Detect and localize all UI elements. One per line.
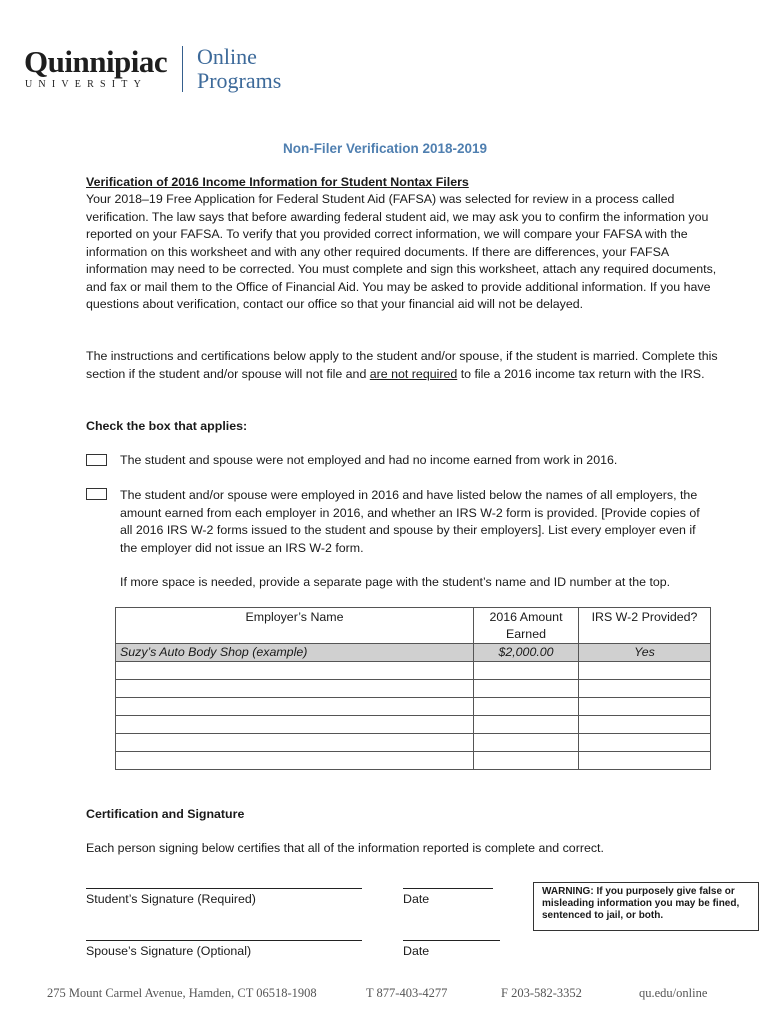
logo-divider [182,46,183,92]
checkbox-no-income[interactable] [86,454,107,466]
student-signature-line[interactable] [86,888,362,889]
col-employer-name: Employer’s Name [116,608,474,644]
instructions-part1: The instructions and certifications below apply to the student and/or spouse, if the student is married. Complete this section if the student and/or spouse will not file and [86,349,718,381]
student-signature-label: Student’s Signature (Required) [86,892,256,906]
w2-cell[interactable] [579,698,711,716]
certification-statement: Each person signing below certifies that all of the information reported is complete and correct. [86,841,604,855]
intro-body: Your 2018–19 Free Application for Federal Student Aid (FAFSA) was selected for review in a process called verification. The law says that before awarding federal student aid, we may ask you to confirm the information you reported on your FAFSA. To verify that you provided correct information, we will compare your FAFSA with the information on this worksheet and with any other required documents. If there are differences, your FAFSA information may need to be corrected. You must complete and sign this worksheet, attach any required documents, and fax or mail them to the Office of Financial Aid. You may be asked to provide additional information. If you have questions about verification, contact our office so that your financial aid will not be delayed. [86,192,717,311]
employer-name-cell[interactable] [116,662,474,680]
check-heading: Check the box that applies: [86,419,248,433]
spouse-signature-label: Spouse’s Signature (Optional) [86,944,252,958]
amount-cell[interactable] [474,698,579,716]
spouse-signature-line[interactable] [86,940,362,941]
student-date-line[interactable] [403,888,493,889]
student-date-label: Date [403,892,430,906]
employer-name-cell[interactable] [116,734,474,752]
w2-cell[interactable] [579,680,711,698]
spouse-date-label: Date [403,944,430,958]
table-row [116,752,711,770]
amount-cell[interactable] [474,734,579,752]
instructions-part2: to file a 2016 income tax return with the IRS. [457,366,705,381]
w2-cell[interactable] [579,752,711,770]
university-logo-wordmark: Quinnipiac [24,44,168,79]
table-row-example [116,644,711,662]
employer-name-cell[interactable] [116,680,474,698]
more-space-note: If more space is needed, provide a separate page with the student’s name and ID number at the top. [120,575,671,589]
employer-name-cell[interactable] [116,716,474,734]
amount-cell[interactable] [474,752,579,770]
table-row [116,716,711,734]
warning-box: WARNING: If you purposely give false or misleading information you may be fined, sentenced to jail, or both. [533,882,759,931]
table-row [116,662,711,680]
footer-phone: T 877-403-4277 [366,986,448,1000]
logo-online-text: Online [197,44,257,69]
checkbox-employed[interactable] [86,488,107,500]
w2-cell[interactable] [579,734,711,752]
w2-cell[interactable] [579,716,711,734]
page-title: Non-Filer Verification 2018-2019 [282,141,488,156]
employer-table [115,607,711,770]
example-w2: Yes [579,644,711,662]
footer-address: 275 Mount Carmel Avenue, Hamden, CT 06518-1908 [47,986,317,1000]
option-no-income-text: The student and spouse were not employed and had no income earned from work in 2016. [120,453,618,467]
logo-programs-text: Programs [197,68,282,93]
employer-name-cell[interactable] [116,752,474,770]
instructions-underlined: are not required [369,366,458,381]
footer-web[interactable]: qu.edu/online [639,986,708,1000]
amount-cell[interactable] [474,716,579,734]
university-logo-subtitle: UNIVERSITY [25,79,147,90]
amount-cell[interactable] [474,662,579,680]
option-employed-text: The student and/or spouse were employed in 2016 and have listed below the names of all employers, the amount earned from each employer in 2016, and whether an IRS W-2 form is provided. [Provide copies of all 2016 IRS W-2 forms issued to the student and spouse by their employers]. List every employer even if the employer did not issue an IRS W-2 form. [120,488,700,555]
w2-cell[interactable] [579,662,711,680]
spouse-date-line[interactable] [403,940,500,941]
instructions-paragraph [86,348,718,383]
intro-heading: Verification of 2016 Income Information for Student Nontax Filers [86,175,469,189]
example-employer: Suzy’s Auto Body Shop (example) [116,644,474,662]
table-header-row [116,608,711,644]
footer-fax: F 203-582-3352 [501,986,582,1000]
example-amount: $2,000.00 [474,644,579,662]
table-row [116,698,711,716]
amount-cell[interactable] [474,680,579,698]
certification-heading: Certification and Signature [86,807,245,821]
table-row [116,734,711,752]
table-row [116,680,711,698]
employer-name-cell[interactable] [116,698,474,716]
col-amount-earned: 2016 Amount Earned [474,608,579,644]
col-w2-provided: IRS W-2 Provided? [579,608,711,644]
